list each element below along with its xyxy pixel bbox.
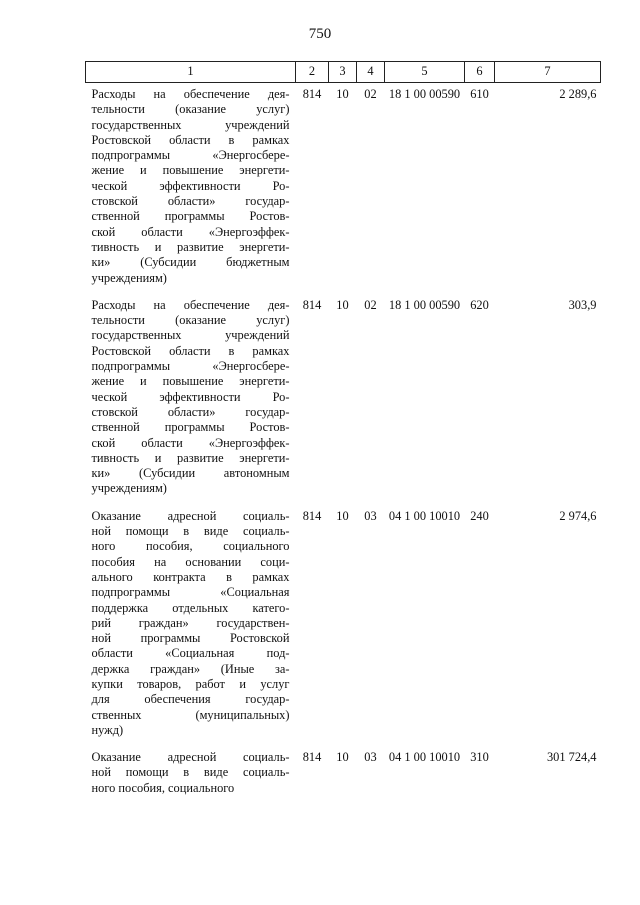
cell-section: 10 <box>336 297 349 312</box>
cell-subsection: 03 <box>364 508 377 523</box>
description-line: жение и повышение энергети- <box>91 163 290 178</box>
description-line: нужд) <box>91 722 124 737</box>
description-line: ной помощи в виде социаль- <box>91 765 290 780</box>
table-row <box>86 294 601 505</box>
description-line: учреждениям) <box>91 270 167 285</box>
cell-subsection: 02 <box>364 297 377 312</box>
description-line: рий граждан» государствен- <box>91 615 290 630</box>
description-line: поддержка отдельных катего- <box>91 600 290 615</box>
cell-amount: 303,9 <box>568 297 597 312</box>
description-line: области «Социальная под- <box>91 646 290 661</box>
description-line: ной программы Ростовской <box>91 631 290 646</box>
description-line: стовской области» государ- <box>91 404 290 419</box>
table-row <box>86 83 601 294</box>
description-line: ской области «Энергоэффек- <box>91 224 290 239</box>
cell-expense-type: 310 <box>470 750 489 765</box>
cell-target-article: 04 1 00 10010 <box>388 508 461 523</box>
cell-section: 10 <box>336 750 349 765</box>
cell-section: 10 <box>336 87 349 101</box>
cell-expense-type: 620 <box>470 297 489 312</box>
description-line: ственных (муниципальных) <box>91 707 290 722</box>
table-header <box>86 62 601 83</box>
description-line: учреждениям) <box>91 481 167 496</box>
header-col-3: 3 <box>329 62 357 83</box>
cell-ministry-code: 814 <box>302 750 322 765</box>
cell-expense-type: 610 <box>470 87 489 101</box>
description-line: подпрограммы «Энергосбере- <box>91 148 290 163</box>
header-col-7: 7 <box>495 62 601 83</box>
description-line: ного пособия, социального <box>91 780 235 795</box>
budget-table <box>85 61 601 804</box>
cell-description <box>86 294 296 505</box>
description-line: ки» (Субсидии автономным <box>91 466 290 481</box>
description-line: Расходы на обеспечение дея- <box>91 87 290 101</box>
cell-description <box>86 746 296 804</box>
description-line: Расходы на обеспечение дея- <box>91 297 290 312</box>
cell-amount: 2 974,6 <box>559 508 597 523</box>
description-line: купки товаров, работ и услуг <box>91 676 290 691</box>
description-line: ной помощи в виде социаль- <box>91 524 290 539</box>
description-line: Ростовской области в рамках <box>91 343 290 358</box>
cell-target-article: 04 1 00 10010 <box>388 750 461 765</box>
description-line: держка граждан» (Иные за- <box>91 661 290 676</box>
header-col-1: 1 <box>86 62 296 83</box>
description-line: ческой эффективности Ро- <box>91 389 290 404</box>
description-line: Оказание адресной социаль- <box>91 508 290 523</box>
description-line: тельности (оказание услуг) <box>91 102 290 117</box>
header-col-2: 2 <box>296 62 329 83</box>
description-line: для обеспечения государ- <box>91 692 290 707</box>
description-line: ного пособия, социального <box>91 539 290 554</box>
description-line: стовской области» государ- <box>91 194 290 209</box>
description-line: ального контракта в рамках <box>91 569 290 584</box>
description-line: ственной программы Ростов- <box>91 209 290 224</box>
header-col-6: 6 <box>465 62 495 83</box>
cell-amount: 301 724,4 <box>546 750 597 765</box>
cell-target-article: 18 1 00 00590 <box>388 297 461 312</box>
description-line: государственных учреждений <box>91 328 290 343</box>
cell-ministry-code: 814 <box>302 508 322 523</box>
header-col-5: 5 <box>385 62 465 83</box>
cell-section: 10 <box>336 508 349 523</box>
cell-target-article: 18 1 00 00590 <box>388 87 461 101</box>
description-line: ки» (Субсидии бюджетным <box>91 255 290 270</box>
cell-amount: 2 289,6 <box>559 87 597 101</box>
description-line: ственной программы Ростов- <box>91 420 290 435</box>
description-line: ской области «Энергоэффек- <box>91 435 290 450</box>
header-row <box>86 62 601 83</box>
description-line: Ростовской области в рамках <box>91 132 290 147</box>
description-line: тивность и развитие энергети- <box>91 239 290 254</box>
description-line: жение и повышение энергети- <box>91 374 290 389</box>
cell-ministry-code: 814 <box>302 297 322 312</box>
description-line: подпрограммы «Социальная <box>91 585 290 600</box>
cell-subsection: 02 <box>364 87 377 101</box>
description-line: тельности (оказание услуг) <box>91 313 290 328</box>
cell-description <box>86 505 296 746</box>
cell-expense-type: 240 <box>470 508 489 523</box>
cell-subsection: 03 <box>364 750 377 765</box>
table-body <box>86 83 601 805</box>
page-number: 750 <box>308 26 332 42</box>
description-line: Оказание адресной социаль- <box>91 750 290 765</box>
description-line: тивность и развитие энергети- <box>91 450 290 465</box>
cell-description <box>86 83 296 294</box>
header-col-4: 4 <box>357 62 385 83</box>
description-line: ческой эффективности Ро- <box>91 178 290 193</box>
table-row <box>86 505 601 746</box>
description-line: пособия на основании соци- <box>91 554 290 569</box>
description-line: государственных учреждений <box>91 117 290 132</box>
cell-ministry-code: 814 <box>302 87 322 101</box>
table-row <box>86 746 601 804</box>
description-line: подпрограммы «Энергосбере- <box>91 359 290 374</box>
